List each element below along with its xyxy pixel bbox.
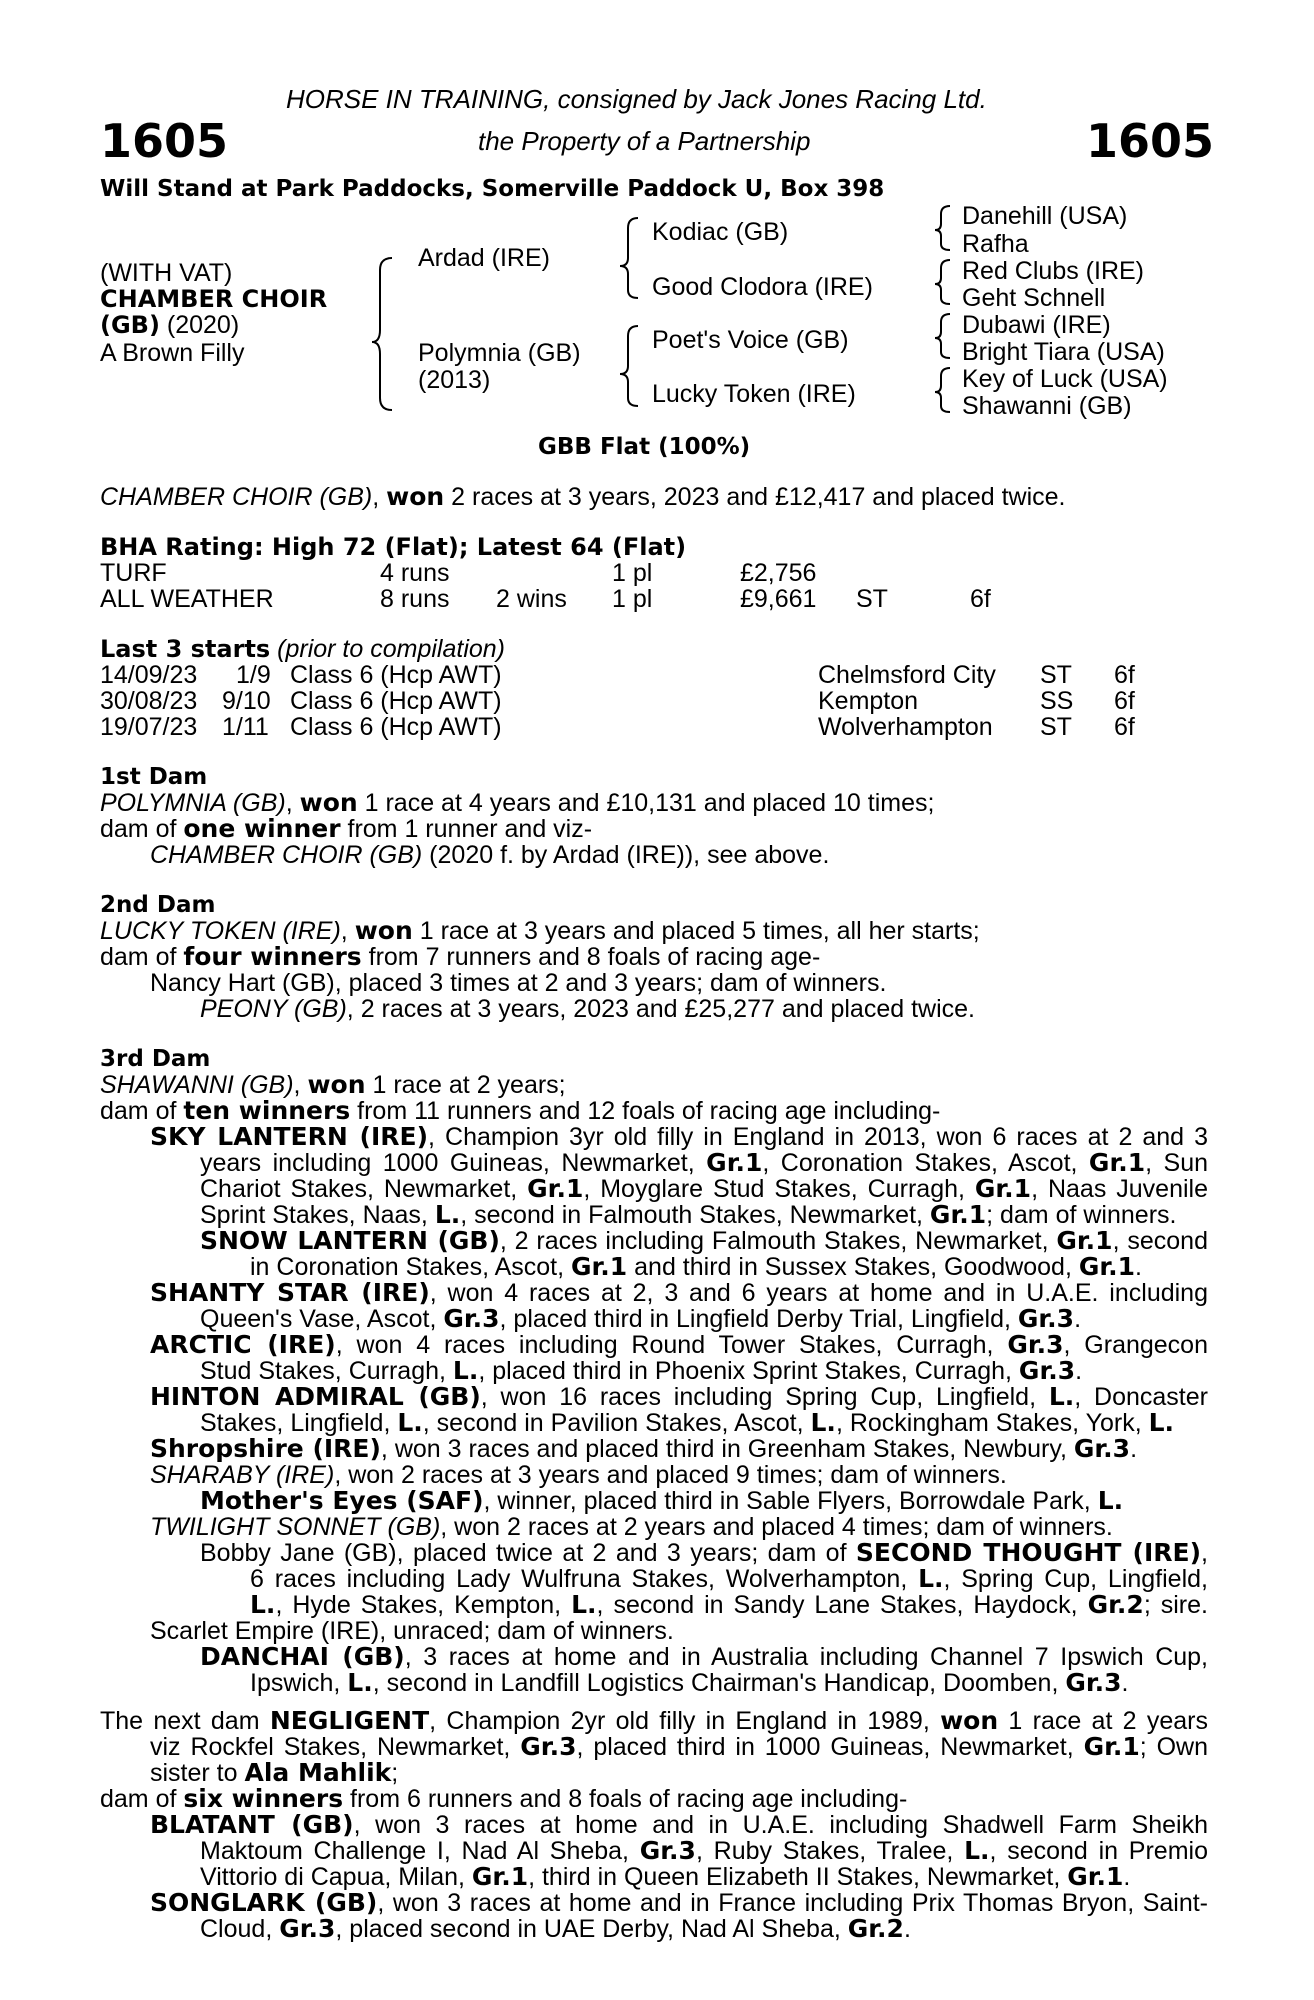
aw-prize: £9,661 xyxy=(740,585,817,613)
last-starts-heading: Last 3 starts xyxy=(100,635,271,663)
shropshire-name: Shropshire (IRE) xyxy=(150,1434,381,1463)
listed-grade: L. xyxy=(918,1564,944,1593)
group-grade: Gr.3 xyxy=(639,1836,696,1865)
pedigree-g5: Dubawi (IRE) xyxy=(962,311,1111,339)
dam3-winners: ten winners xyxy=(183,1096,351,1125)
songlark-text: Cloud, xyxy=(200,1915,280,1943)
nextdam-line2 xyxy=(150,1734,1208,1760)
start-class: Class 6 (Hcp AWT) xyxy=(290,713,502,741)
negligent-name: NEGLIGENT xyxy=(269,1706,430,1735)
turf-placed: 1 pl xyxy=(612,559,653,587)
shanty-text: Queen's Vase, Ascot, xyxy=(200,1305,444,1333)
sky-text: , Coronation Stakes, Ascot, xyxy=(762,1149,1089,1177)
summary-rest: 2 races at 3 years, 2023 and £12,417 and placed twice. xyxy=(444,483,1066,511)
horse-year: (2020) xyxy=(159,311,240,339)
listed-grade: L. xyxy=(347,1668,373,1697)
dam2-winners: four winners xyxy=(183,942,362,971)
start-position: 1/9 xyxy=(236,661,271,689)
dam2-line1 xyxy=(100,918,980,944)
listed-grade: L. xyxy=(1097,1486,1124,1515)
arctic-text: . xyxy=(1075,1357,1083,1385)
songlark-line2 xyxy=(200,1916,911,1942)
group-grade: Gr.3 xyxy=(1017,1304,1075,1333)
blatant-line3 xyxy=(200,1864,1130,1890)
bha-rating: BHA Rating: High 72 (Flat); Latest 64 (Flat) xyxy=(100,533,687,561)
listed-grade: L. xyxy=(250,1590,276,1619)
sharaby-text: , won 2 races at 3 years and placed 9 times; dam of winners. xyxy=(334,1461,1007,1489)
shanty-text: . xyxy=(1074,1305,1082,1333)
shanty-star-line1 xyxy=(150,1280,1208,1306)
arctic-name: ARCTIC (IRE) xyxy=(150,1330,336,1359)
aw-placed: 1 pl xyxy=(612,585,653,613)
race-summary: CHAMBER CHOIR (GB), won 2 races at 3 years, 2023 and £12,417 and placed twice. xyxy=(100,482,1066,511)
blatant-name: BLATANT (GB) xyxy=(150,1810,354,1839)
dam2-title: 2nd Dam xyxy=(100,892,216,918)
nextdam-text: sister to xyxy=(150,1759,245,1787)
pedigree-g7: Key of Luck (USA) xyxy=(962,365,1168,393)
pedigree-dam-dam: Lucky Token (IRE) xyxy=(652,380,856,408)
arctic-text: , placed third in Phoenix Sprint Stakes, Curragh, xyxy=(478,1357,1019,1385)
start-position: 1/11 xyxy=(222,713,269,741)
nextdam-line3 xyxy=(150,1760,398,1786)
sky-lantern-name: SKY LANTERN (IRE) xyxy=(150,1122,429,1151)
group-grade: Gr.2 xyxy=(847,1914,904,1943)
dam1-runners: from 1 runner and viz- xyxy=(340,815,593,843)
group-grade: Gr.3 xyxy=(443,1304,500,1333)
pedigree-sire-sire: Kodiac (GB) xyxy=(652,218,789,246)
group-grade: Gr.3 xyxy=(520,1732,577,1761)
listed-grade: L. xyxy=(452,1356,479,1385)
snow-text: in Coronation Stakes, Ascot, xyxy=(250,1253,572,1281)
twilight-line xyxy=(150,1514,1113,1540)
dam3-line1 xyxy=(100,1072,566,1098)
start-distance: 6f xyxy=(1114,713,1135,741)
shanty-text: , placed third in Lingfield Derby Trial, Lingfield, xyxy=(499,1305,1018,1333)
group-grade: Gr.1 xyxy=(1056,1226,1113,1255)
sky-lantern-line3 xyxy=(200,1176,1208,1202)
blatant-line1 xyxy=(150,1812,1208,1838)
dam3-damof: dam of xyxy=(100,1097,184,1125)
group-grade: Gr.3 xyxy=(1073,1434,1131,1463)
nextdam-text: ; xyxy=(391,1759,399,1787)
blatant-text: , second in Premio xyxy=(989,1837,1208,1865)
nextdam-line4 xyxy=(100,1786,907,1812)
nextdam-text: The next dam xyxy=(100,1707,270,1735)
group-grade: Gr.1 xyxy=(471,1862,529,1891)
dam2-name: LUCKY TOKEN (IRE) xyxy=(100,917,341,945)
nextdam-text: from 6 runners and 8 foals of racing age including- xyxy=(343,1785,908,1813)
start-course: Kempton xyxy=(818,687,919,715)
sky-lantern-text1: , Champion 3yr old filly in England in 2013, won 6 races at 2 and 3 xyxy=(428,1123,1209,1151)
blatant-text: , won 3 races at home and in U.A.E. including Shadwell Farm Sheikh xyxy=(353,1811,1208,1839)
mothers-eyes-text: , winner, placed third in Sable Flyers, Borrowdale Park, xyxy=(483,1487,1098,1515)
bobby-jane-line3 xyxy=(250,1592,1208,1618)
bobby-text: , Hyde Stakes, Kempton, xyxy=(275,1591,572,1619)
hinton-name: HINTON ADMIRAL (GB) xyxy=(150,1382,481,1411)
turf-runs: 4 runs xyxy=(380,559,450,587)
arctic-line1 xyxy=(150,1332,1208,1358)
dam3-sep: , xyxy=(293,1071,308,1099)
second-thought-name: SECOND THOUGHT (IRE) xyxy=(855,1538,1202,1567)
aw-surface: ST xyxy=(856,585,888,613)
sky-text: Chariot Stakes, Newmarket, xyxy=(200,1175,528,1203)
group-grade: Gr.1 xyxy=(974,1174,1032,1203)
hinton-text: , Doncaster xyxy=(1074,1383,1208,1411)
listed-grade: L. xyxy=(1148,1408,1175,1437)
dam3-won: won xyxy=(307,1070,366,1099)
blatant-line2 xyxy=(200,1838,1208,1864)
pedigree-g1: Danehill (USA) xyxy=(962,202,1128,230)
sharaby-line xyxy=(150,1462,1007,1488)
danchai-text: Ipswich, xyxy=(250,1669,348,1697)
start-class: Class 6 (Hcp AWT) xyxy=(290,661,502,689)
danchai-text: , second in Landfill Logistics Chairman's Handicap, Doomben, xyxy=(372,1669,1066,1697)
dam2-damof: dam of xyxy=(100,943,184,971)
dam3-record: 1 race at 2 years; xyxy=(365,1071,566,1099)
listed-grade: L. xyxy=(571,1590,597,1619)
start-distance: 6f xyxy=(1114,687,1135,715)
shanty-text: , won 4 races at 2, 3 and 6 years at home and in U.A.E. including xyxy=(429,1279,1208,1307)
hinton-text: , won 16 races including Spring Cup, Lingfield, xyxy=(480,1383,1049,1411)
dam2-line2 xyxy=(100,944,820,970)
dam1-name: POLYMNIA (GB) xyxy=(100,789,286,817)
songlark-name: SONGLARK (GB) xyxy=(150,1888,378,1917)
bobby-text: , xyxy=(1201,1539,1208,1567)
aw-label: ALL WEATHER xyxy=(100,585,274,613)
group-grade: Gr.3 xyxy=(279,1914,336,1943)
dam1-won: won xyxy=(299,788,358,817)
start-surface: ST xyxy=(1040,713,1072,741)
nextdam-text: ; Own xyxy=(1139,1733,1209,1761)
horse-name: CHAMBER CHOIR xyxy=(100,285,328,313)
bobby-text: 6 races including Lady Wulfruna Stakes, Wolverhampton, xyxy=(250,1565,919,1593)
blatant-text: Vittorio di Capua, Milan, xyxy=(200,1863,472,1891)
twilight-name: TWILIGHT SONNET (GB) xyxy=(150,1513,441,1541)
nextdam-won: won xyxy=(940,1706,999,1735)
dam3-name: SHAWANNI (GB) xyxy=(100,1071,294,1099)
nextdam-text: viz Rockfel Stakes, Newmarket, xyxy=(150,1733,521,1761)
snow-lantern-line2 xyxy=(250,1254,1142,1280)
bobby-text: , second in Sandy Lane Stakes, Haydock, xyxy=(596,1591,1088,1619)
start-distance: 6f xyxy=(1114,661,1135,689)
last-starts-title xyxy=(100,636,505,662)
pedigree-dam-sire: Poet's Voice (GB) xyxy=(652,326,849,354)
hinton-text: , Rockingham Stakes, York, xyxy=(835,1409,1149,1437)
dam2-peony: PEONY (GB) xyxy=(200,995,347,1023)
group-grade: Gr.1 xyxy=(527,1174,584,1203)
lot-number-right: 1605 xyxy=(1086,114,1215,168)
aw-runs: 8 runs xyxy=(380,585,450,613)
dam1-line2 xyxy=(100,816,592,842)
horse-description: A Brown Filly xyxy=(100,339,245,367)
shropshire-text: , won 3 races and placed third in Greenham Stakes, Newbury, xyxy=(380,1435,1074,1463)
sky-lantern-line4 xyxy=(200,1202,1176,1228)
listed-grade: L. xyxy=(1048,1382,1075,1411)
start-date: 14/09/23 xyxy=(100,661,198,689)
listed-grade: L. xyxy=(434,1200,461,1229)
dam1-progeny: CHAMBER CHOIR (GB) xyxy=(150,841,423,869)
property-line: the Property of a Partnership xyxy=(478,126,811,156)
danchai-name: DANCHAI (GB) xyxy=(200,1642,405,1671)
group-grade: Gr.2 xyxy=(1087,1590,1144,1619)
blatant-text: . xyxy=(1123,1863,1131,1891)
aw-distance: 6f xyxy=(970,585,991,613)
start-surface: ST xyxy=(1040,661,1072,689)
consignor-line: HORSE IN TRAINING, consigned by Jack Jones Racing Ltd. xyxy=(286,84,987,114)
hinton-line2 xyxy=(200,1410,1174,1436)
ala-mahlik-name: Ala Mahlik xyxy=(244,1758,392,1787)
songlark-text: . xyxy=(903,1915,911,1943)
summary-name: CHAMBER CHOIR (GB) xyxy=(100,483,373,511)
group-grade: Gr.1 xyxy=(571,1252,628,1281)
start-date: 30/08/23 xyxy=(100,687,198,715)
pedigree-g3: Red Clubs (IRE) xyxy=(962,257,1144,285)
dam1-winners: one winner xyxy=(183,814,341,843)
dam2-runners: from 7 runners and 8 foals of racing age- xyxy=(361,943,821,971)
arctic-line2 xyxy=(200,1358,1082,1384)
turf-prize: £2,756 xyxy=(740,559,817,587)
mothers-eyes-line xyxy=(200,1488,1123,1514)
pedigree-g8: Shawanni (GB) xyxy=(962,392,1132,420)
arctic-text: , won 4 races including Round Tower Stakes, Curragh, xyxy=(335,1331,1008,1359)
nextdam-text: dam of xyxy=(100,1785,184,1813)
horse-country: (GB) xyxy=(100,311,160,339)
snow-lantern-line1 xyxy=(200,1228,1208,1254)
dam1-line3 xyxy=(150,842,829,868)
songlark-text: , placed second in UAE Derby, Nad Al Sheba, xyxy=(335,1915,848,1943)
pedigree-sire: Ardad (IRE) xyxy=(418,244,550,272)
bobby-text: , Spring Cup, Lingfield, xyxy=(943,1565,1208,1593)
group-grade: Gr.1 xyxy=(929,1200,987,1229)
sky-text: , Moyglare Stud Stakes, Curragh, xyxy=(583,1175,975,1203)
start-class: Class 6 (Hcp AWT) xyxy=(290,687,502,715)
hinton-text: Stakes, Lingfield, xyxy=(200,1409,398,1437)
turf-label: TURF xyxy=(100,559,167,587)
lot-number-left: 1605 xyxy=(100,114,229,168)
aw-wins: 2 wins xyxy=(496,585,567,613)
dam2-sep: , xyxy=(340,917,355,945)
snow-text: , second xyxy=(1112,1227,1208,1255)
dam2-peony-record: , 2 races at 3 years, 2023 and £25,277 and placed twice. xyxy=(346,995,975,1023)
bobby-text: Bobby Jane (GB), placed twice at 2 and 3 years; dam of xyxy=(200,1539,856,1567)
start-course: Chelmsford City xyxy=(818,661,996,689)
songlark-line1 xyxy=(150,1890,1208,1916)
shanty-star-line2 xyxy=(200,1306,1081,1332)
dam1-record: 1 race at 4 years and £10,131 and placed 10 times; xyxy=(357,789,935,817)
sky-text: ; dam of winners. xyxy=(986,1201,1177,1229)
sky-lantern-line1 xyxy=(150,1124,1208,1150)
shropshire-line xyxy=(150,1436,1137,1462)
summary-won: won xyxy=(386,482,445,511)
mothers-eyes-name: Mother's Eyes (SAF) xyxy=(200,1486,484,1515)
dam1-title: 1st Dam xyxy=(100,764,208,790)
sharaby-name: SHARABY (IRE) xyxy=(150,1461,335,1489)
dam3-line2 xyxy=(100,1098,940,1124)
dam3-runners: from 11 runners and 12 foals of racing age including- xyxy=(350,1097,941,1125)
start-course: Wolverhampton xyxy=(818,713,993,741)
nextdam-winners: six winners xyxy=(183,1784,344,1813)
pedigree-dam: Polymnia (GB) xyxy=(418,339,581,367)
snow-text: and third in Sussex Stakes, Goodwood, xyxy=(627,1253,1079,1281)
pedigree-g4: Geht Schnell xyxy=(962,284,1106,312)
sky-text: , Naas Juvenile xyxy=(1031,1175,1208,1203)
stand-line: Will Stand at Park Paddocks, Somerville Paddock U, Box 398 xyxy=(100,176,885,202)
sky-text: Sprint Stakes, Naas, xyxy=(200,1201,435,1229)
shropshire-text: . xyxy=(1130,1435,1138,1463)
start-position: 9/10 xyxy=(222,687,271,715)
sky-lantern-line2 xyxy=(200,1150,1208,1176)
group-grade: Gr.1 xyxy=(1083,1732,1140,1761)
bobby-text: ; sire. xyxy=(1143,1591,1208,1619)
bobby-jane-line1 xyxy=(200,1540,1208,1566)
group-grade: Gr.1 xyxy=(706,1148,763,1177)
nextdam-text: , Champion 2yr old filly in England in 1989, xyxy=(429,1707,941,1735)
pedigree-dam-year: (2013) xyxy=(418,366,491,394)
group-grade: Gr.1 xyxy=(1067,1862,1124,1891)
danchai-text: . xyxy=(1121,1669,1129,1697)
shanty-star-name: SHANTY STAR (IRE) xyxy=(150,1278,430,1307)
group-grade: Gr.3 xyxy=(1007,1330,1064,1359)
danchai-line2 xyxy=(250,1670,1128,1696)
dam1-damof: dam of xyxy=(100,815,184,843)
nextdam-text: , placed third in 1000 Guineas, Newmarket, xyxy=(576,1733,1084,1761)
start-surface: SS xyxy=(1040,687,1074,715)
bobby-jane-line2 xyxy=(250,1566,1208,1592)
start-date: 19/07/23 xyxy=(100,713,198,741)
dam2-won: won xyxy=(354,916,413,945)
pedigree-sire-dam: Good Clodora (IRE) xyxy=(652,273,873,301)
blatant-text: , Ruby Stakes, Tralee, xyxy=(695,1837,965,1865)
dam2-line4 xyxy=(200,996,975,1022)
pedigree-g6: Bright Tiara (USA) xyxy=(962,338,1165,366)
arctic-text: Stud Stakes, Curragh, xyxy=(200,1357,453,1385)
dam3-title: 3rd Dam xyxy=(100,1046,211,1072)
dam2-record: 1 race at 3 years and placed 5 times, all her starts; xyxy=(412,917,980,945)
dam2-line3: Nancy Hart (GB), placed 3 times at 2 and 3 years; dam of winners. xyxy=(150,969,887,997)
blatant-text: , third in Queen Elizabeth II Stakes, Newmarket, xyxy=(528,1863,1068,1891)
group-grade: Gr.3 xyxy=(1018,1356,1076,1385)
listed-grade: L. xyxy=(810,1408,836,1437)
snow-text: , 2 races including Falmouth Stakes, Newmarket, xyxy=(499,1227,1057,1255)
danchai-text: , 3 races at home and in Australia including Channel 7 Ipswich Cup, xyxy=(404,1643,1209,1671)
hinton-line1 xyxy=(150,1384,1208,1410)
nextdam-line1 xyxy=(100,1708,1208,1734)
sky-text: , second in Falmouth Stakes, Newmarket, xyxy=(460,1201,930,1229)
listed-grade: L. xyxy=(397,1408,423,1437)
group-grade: Gr.1 xyxy=(1088,1148,1146,1177)
scarlet-empire-line: Scarlet Empire (IRE), unraced; dam of winners. xyxy=(150,1617,674,1645)
dam1-sep: , xyxy=(285,789,300,817)
pedigree-g2: Rafha xyxy=(962,230,1029,258)
dam1-line1 xyxy=(100,790,934,816)
snow-lantern-name: SNOW LANTERN (GB) xyxy=(200,1226,500,1255)
listed-grade: L. xyxy=(964,1836,990,1865)
snow-text: . xyxy=(1135,1253,1142,1281)
sky-text: , Sun xyxy=(1145,1149,1208,1177)
sky-text: years including 1000 Guineas, Newmarket, xyxy=(200,1149,707,1177)
blatant-text: Maktoum Challenge I, Nad Al Sheba, xyxy=(200,1837,640,1865)
twilight-text: , won 2 races at 2 years and placed 4 times; dam of winners. xyxy=(440,1513,1113,1541)
hinton-text: , second in Pavilion Stakes, Ascot, xyxy=(422,1409,811,1437)
songlark-text: , won 3 races at home and in France including Prix Thomas Bryon, Saint- xyxy=(377,1889,1209,1917)
danchai-line1 xyxy=(200,1644,1208,1670)
last-starts-note: (prior to compilation) xyxy=(270,635,506,663)
group-grade: Gr.1 xyxy=(1078,1252,1136,1281)
gbb-label: GBB Flat (100%) xyxy=(538,434,751,460)
nextdam-text: 1 race at 2 years xyxy=(998,1707,1208,1735)
vat-label: (WITH VAT) xyxy=(100,259,233,287)
group-grade: Gr.3 xyxy=(1065,1668,1122,1697)
arctic-text: , Grangecon xyxy=(1063,1331,1208,1359)
dam1-progeny-detail: (2020 f. by Ardad (IRE)), see above. xyxy=(422,841,830,869)
